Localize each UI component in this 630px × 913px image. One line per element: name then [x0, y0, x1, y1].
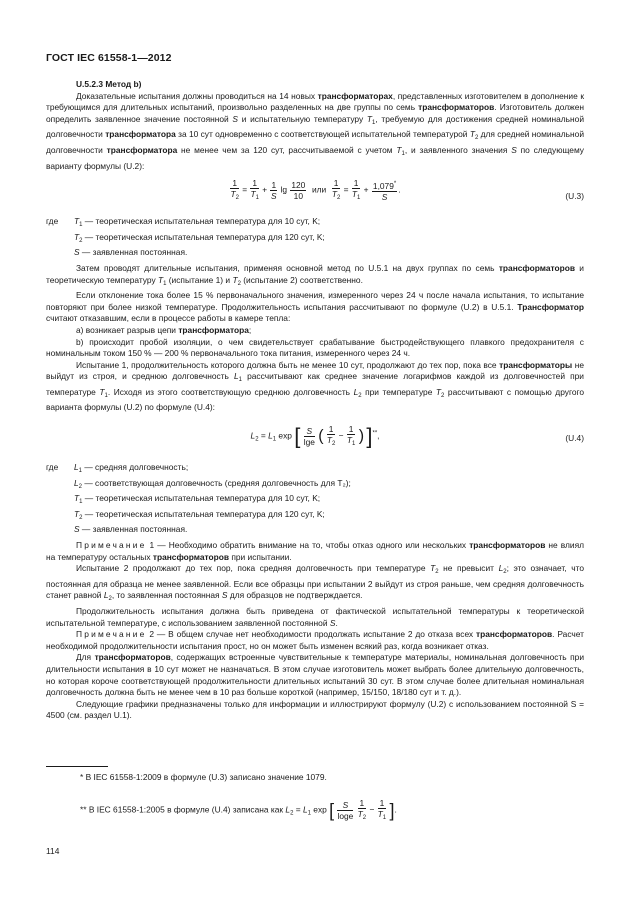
section-title: U.5.2.3 Метод b) [76, 79, 142, 89]
formula-u4: $L_2 = L_1$ exp [ $\frac{S}{\lg e}$ ( $\frac{1}{T_2}$ − $\frac{1}{T_1}$ ) ]**, (U.4) [250, 423, 584, 449]
list-item-b: b) происходит пробой изоляции, о чем свидетельствует срабатывание быстродействующего плавкого предохранителя с номинальным током 150 % — 200 % первоначального тока питания, измеренного через 24 ч. [46, 336, 584, 359]
footnote-2: ** В IEC 61558-1:2005 в формуле (U.4) записана как $L_2 = L_1$ exp [ $\frac{S}{\log e}$ $\frac{1}{T_2}$ − $\frac{1}{T_1}$ ]. [80, 798, 397, 821]
document-header: ГОСТ IEC 61558-1—2012 [46, 52, 172, 64]
note-1: Примечание 1 — Необходимо обратить внимание на то, чтобы отказ одного или нескольких трансформаторов не влиял на температуру остальных трансформаторов при испытании. [46, 540, 585, 562]
formula-number-u4: (U.4) [565, 433, 584, 444]
page-number: 114 [46, 846, 60, 856]
list-item-a: а) возникает разрыв цепи трансформатора; [76, 324, 252, 335]
document-body [46, 79, 584, 722]
where-list-2: где $L_1$ — средняя долговечность; $L_2$ — соответствующая долговечность (средняя долговечность для T₂); $T_1$ — теоретическая испытательная температура для 10 сут, K; $T_2$ — теоретическая испытательная температура для 120 сут, K; S — заявленная постоянная. [46, 462, 351, 535]
paragraph-5: Испытание 2 продолжают до тех пор, пока средняя долговечность при температуре $T_2$ не превысит $L_2$; это означает, что постоянная для образца не менее заявленной. Если все образцы при испытании 2 выйдут из строя раньше, чем средняя долговечность станет равной $L_2$, то заявленная постоянная S для образцов не подтверждается. [46, 563, 584, 603]
paragraph-1: Доказательные испытания должны проводиться на 14 новых трансформаторах, представленных изготовителем в дополнение к требующимся для длительных испытаний, произвольно разделенных на две группы по семь трансформаторов. Изготовитель должен определить заявленное значение постоянной S и испытательную температуру $T_1$, требуемую для достижения средней номинальной долговечности трансформатора за 10 сут одновременно с соответствующей испытательной температурой $T_2$ для средней номинальной долговечности трансформатора не менее чем за 120 сут, рассчитываемой с учетом $T_1$, и заявленного значения S по следующему варианту формулы (U.2): [46, 90, 584, 171]
paragraph-4: Испытание 1, продолжительность которого должна быть не менее 10 сут, продолжают до тех пор, пока все трансформаторы не выйдут из строя, и среднюю долговечность $L_1$ рассчитывают как среднее значение логарифмов каждой из долговечностей при температуре $T_1$. Исходя из этого соответствующую среднюю долговечность $L_2$ при температуре $T_2$ рассчитывают с помощью другого варианта формулы (U.2) по формуле (U.4): [46, 359, 585, 413]
paragraph-8: Следующие графики предназначены только для информации и иллюстрируют формулу (U.2) с использованием постоянной S = 4500 (см. раздел U.1). [46, 698, 584, 721]
footnote-separator [46, 766, 108, 767]
where-list-1: где $T_1$ — теоретическая испытательная температура для 10 сут, K; $T_2$ — теоретическая испытательная температура для 120 сут, K; S — заявленная постоянная. [46, 216, 325, 258]
formula-u3: $\frac{1}{T_2}$ = $\frac{1}{T_1}$ + $\frac{1}{S}$ lg $\frac{120}{10}$ или $\frac{1}{T_2}$ = $\frac{1}{T_1}$ + $\frac{1,079^*}{S}$ . (U.3) [230, 178, 584, 203]
note-2: Примечание 2 — В общем случае нет необходимости продолжать испытание 2 до отказа всех трансформаторов. Расчет необходимой продолжительности испытания прост, но он может быть изменен всякий раз, когда возникает отказ. [46, 629, 584, 651]
formula-number-u3: (U.3) [565, 191, 584, 202]
paragraph-2: Затем проводят длительные испытания, применяя основной метод по U.5.1 на двух группах по семь трансформаторов и теоретическую температуру $T_1$ (испытание 1) и $T_2$ (испытание 2) соответственно. [46, 262, 584, 287]
paragraph-3: Если отклонение тока более 15 % первоначального значения, измеренного через 24 ч после начала испытания, то испытание повторяют при более низкой температуре. Продолжительность испытания рассчитывают по формуле (U.2) в U.5.1. Трансформатор считают отказавшим, если в процессе работы в камере тепла: [46, 290, 585, 324]
paragraph-6: Продолжительность испытания должна быть приведена от фактической испытательной температуры к теоретической испытательной температуре, с использованием заявленной постоянной S. [46, 606, 584, 628]
paragraph-7: Для трансформаторов, содержащих встроенные чувствительные к температуре материалы, номинальная долговечность при длительности испытания в 10 сут может не назначаться. В этом случае изготовитель может выбрать более длительную долговечность, но которая короче соответствующей продолжительности длительных испытаний 30 сут. В этом случае более длительная номинальная долговечность должна быть не менее чем в 10 раз больше короткой (например, 15/150, 18/180 сут и т. д.). [46, 652, 585, 698]
footnote-1: * В IEC 61558-1:2009 в формуле (U.3) записано значение 1079. [80, 772, 327, 782]
